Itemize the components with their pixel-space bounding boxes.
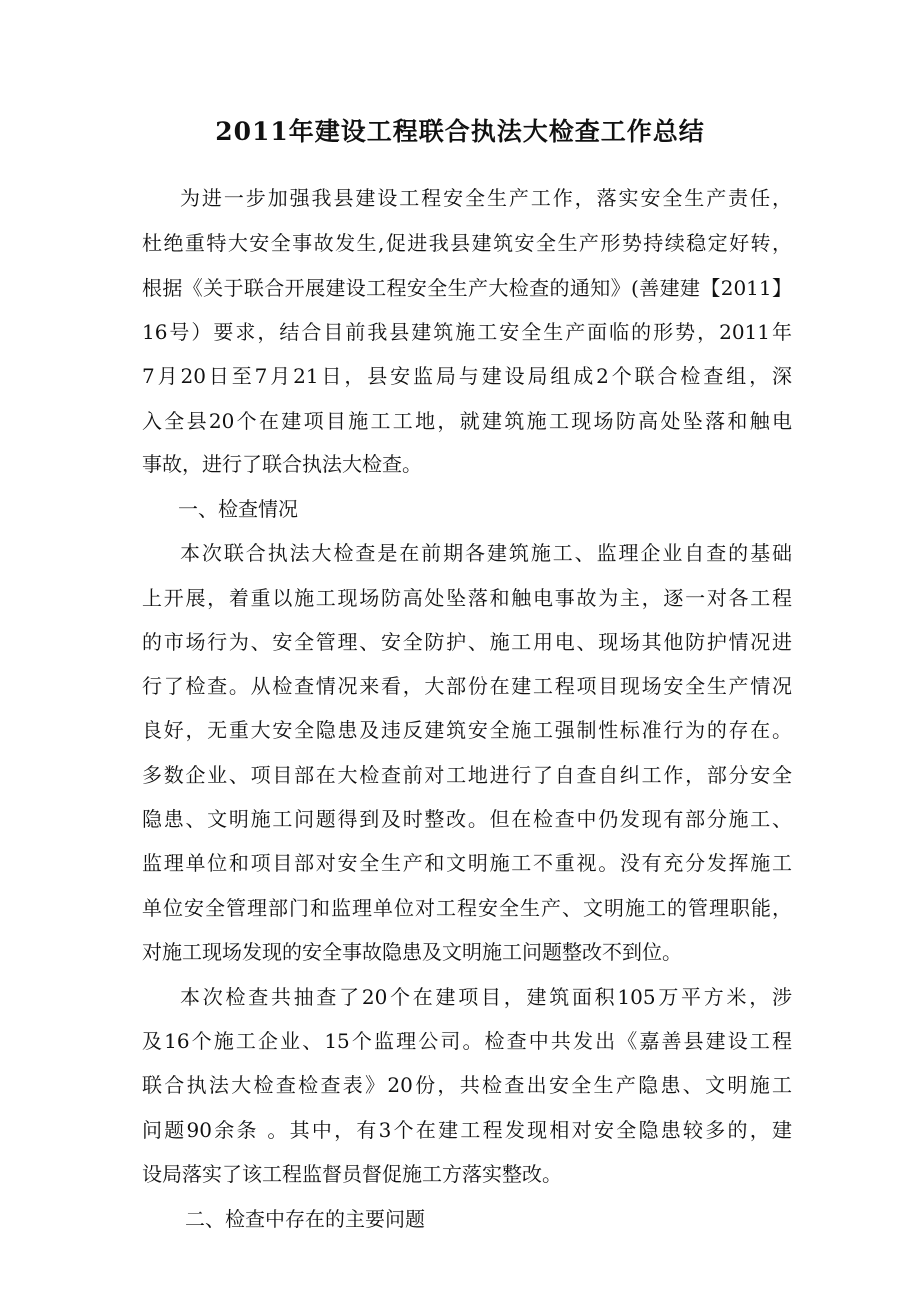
paragraph-line: 为进一步加强我县建设工程安全生产工作，落实安全生产责任，: [180, 186, 792, 210]
section-heading: 二、检查中存在的主要问题: [185, 1207, 425, 1231]
paragraph-line: 7月20日至7月21日，县安监局与建设局组成2个联合检查组，深: [142, 364, 792, 388]
paragraph-line: 16号）要求，结合目前我县建筑施工安全生产面临的形势，2011年: [142, 320, 792, 344]
paragraph-line: 入全县20个在建项目施工工地，就建筑施工现场防高处坠落和触电: [142, 409, 792, 433]
paragraph-line: 行了检查。从检查情况来看，大部份在建工程项目现场安全生产情况: [142, 674, 792, 698]
paragraph-line: 多数企业、项目部在大检查前对工地进行了自查自纠工作，部分安全: [142, 763, 792, 787]
paragraph-line: 监理单位和项目部对安全生产和文明施工不重视。没有充分发挥施工: [142, 851, 792, 875]
document-title: 2011年建设工程联合执法大检查工作总结: [215, 117, 705, 146]
paragraph-line: 上开展，着重以施工现场防高处坠落和触电事故为主，逐一对各工程: [142, 586, 792, 610]
paragraph-line: 联合执法大检查检查表》20份，共检查出安全生产隐患、文明施工: [142, 1073, 792, 1097]
paragraph-line: 隐患、文明施工问题得到及时整改。但在检查中仍发现有部分施工、: [142, 807, 792, 831]
paragraph-line: 单位安全管理部门和监理单位对工程安全生产、文明施工的管理职能，: [142, 896, 792, 920]
paragraph-line: 杜绝重特大安全事故发生,促进我县建筑安全生产形势持续稳定好转，: [142, 231, 792, 255]
paragraph-line: 事故，进行了联合执法大检查。: [142, 452, 422, 476]
paragraph-line: 根据《关于联合开展建设工程安全生产大检查的通知》(善建建【2011】: [142, 276, 792, 300]
paragraph-line: 的市场行为、安全管理、安全防护、施工用电、现场其他防护情况进: [142, 630, 792, 654]
paragraph-line: 设局落实了该工程监督员督促施工方落实整改。: [142, 1162, 562, 1186]
paragraph-line: 及16个施工企业、15个监理公司。检查中共发出《嘉善县建设工程: [142, 1029, 792, 1053]
section-heading: 一、检查情况: [178, 497, 298, 521]
paragraph-line: 良好，无重大安全隐患及违反建筑安全施工强制性标准行为的存在。: [142, 718, 792, 742]
paragraph-line: 本次联合执法大检查是在前期各建筑施工、监理企业自查的基础: [180, 541, 792, 565]
paragraph-line: 本次检查共抽查了20个在建项目，建筑面积105万平方米，涉: [180, 985, 792, 1009]
paragraph-line: 对施工现场发现的安全事故隐患及文明施工问题整改不到位。: [142, 940, 682, 964]
paragraph-line: 问题90余条 。其中，有3个在建工程发现相对安全隐患较多的，建: [142, 1118, 792, 1142]
